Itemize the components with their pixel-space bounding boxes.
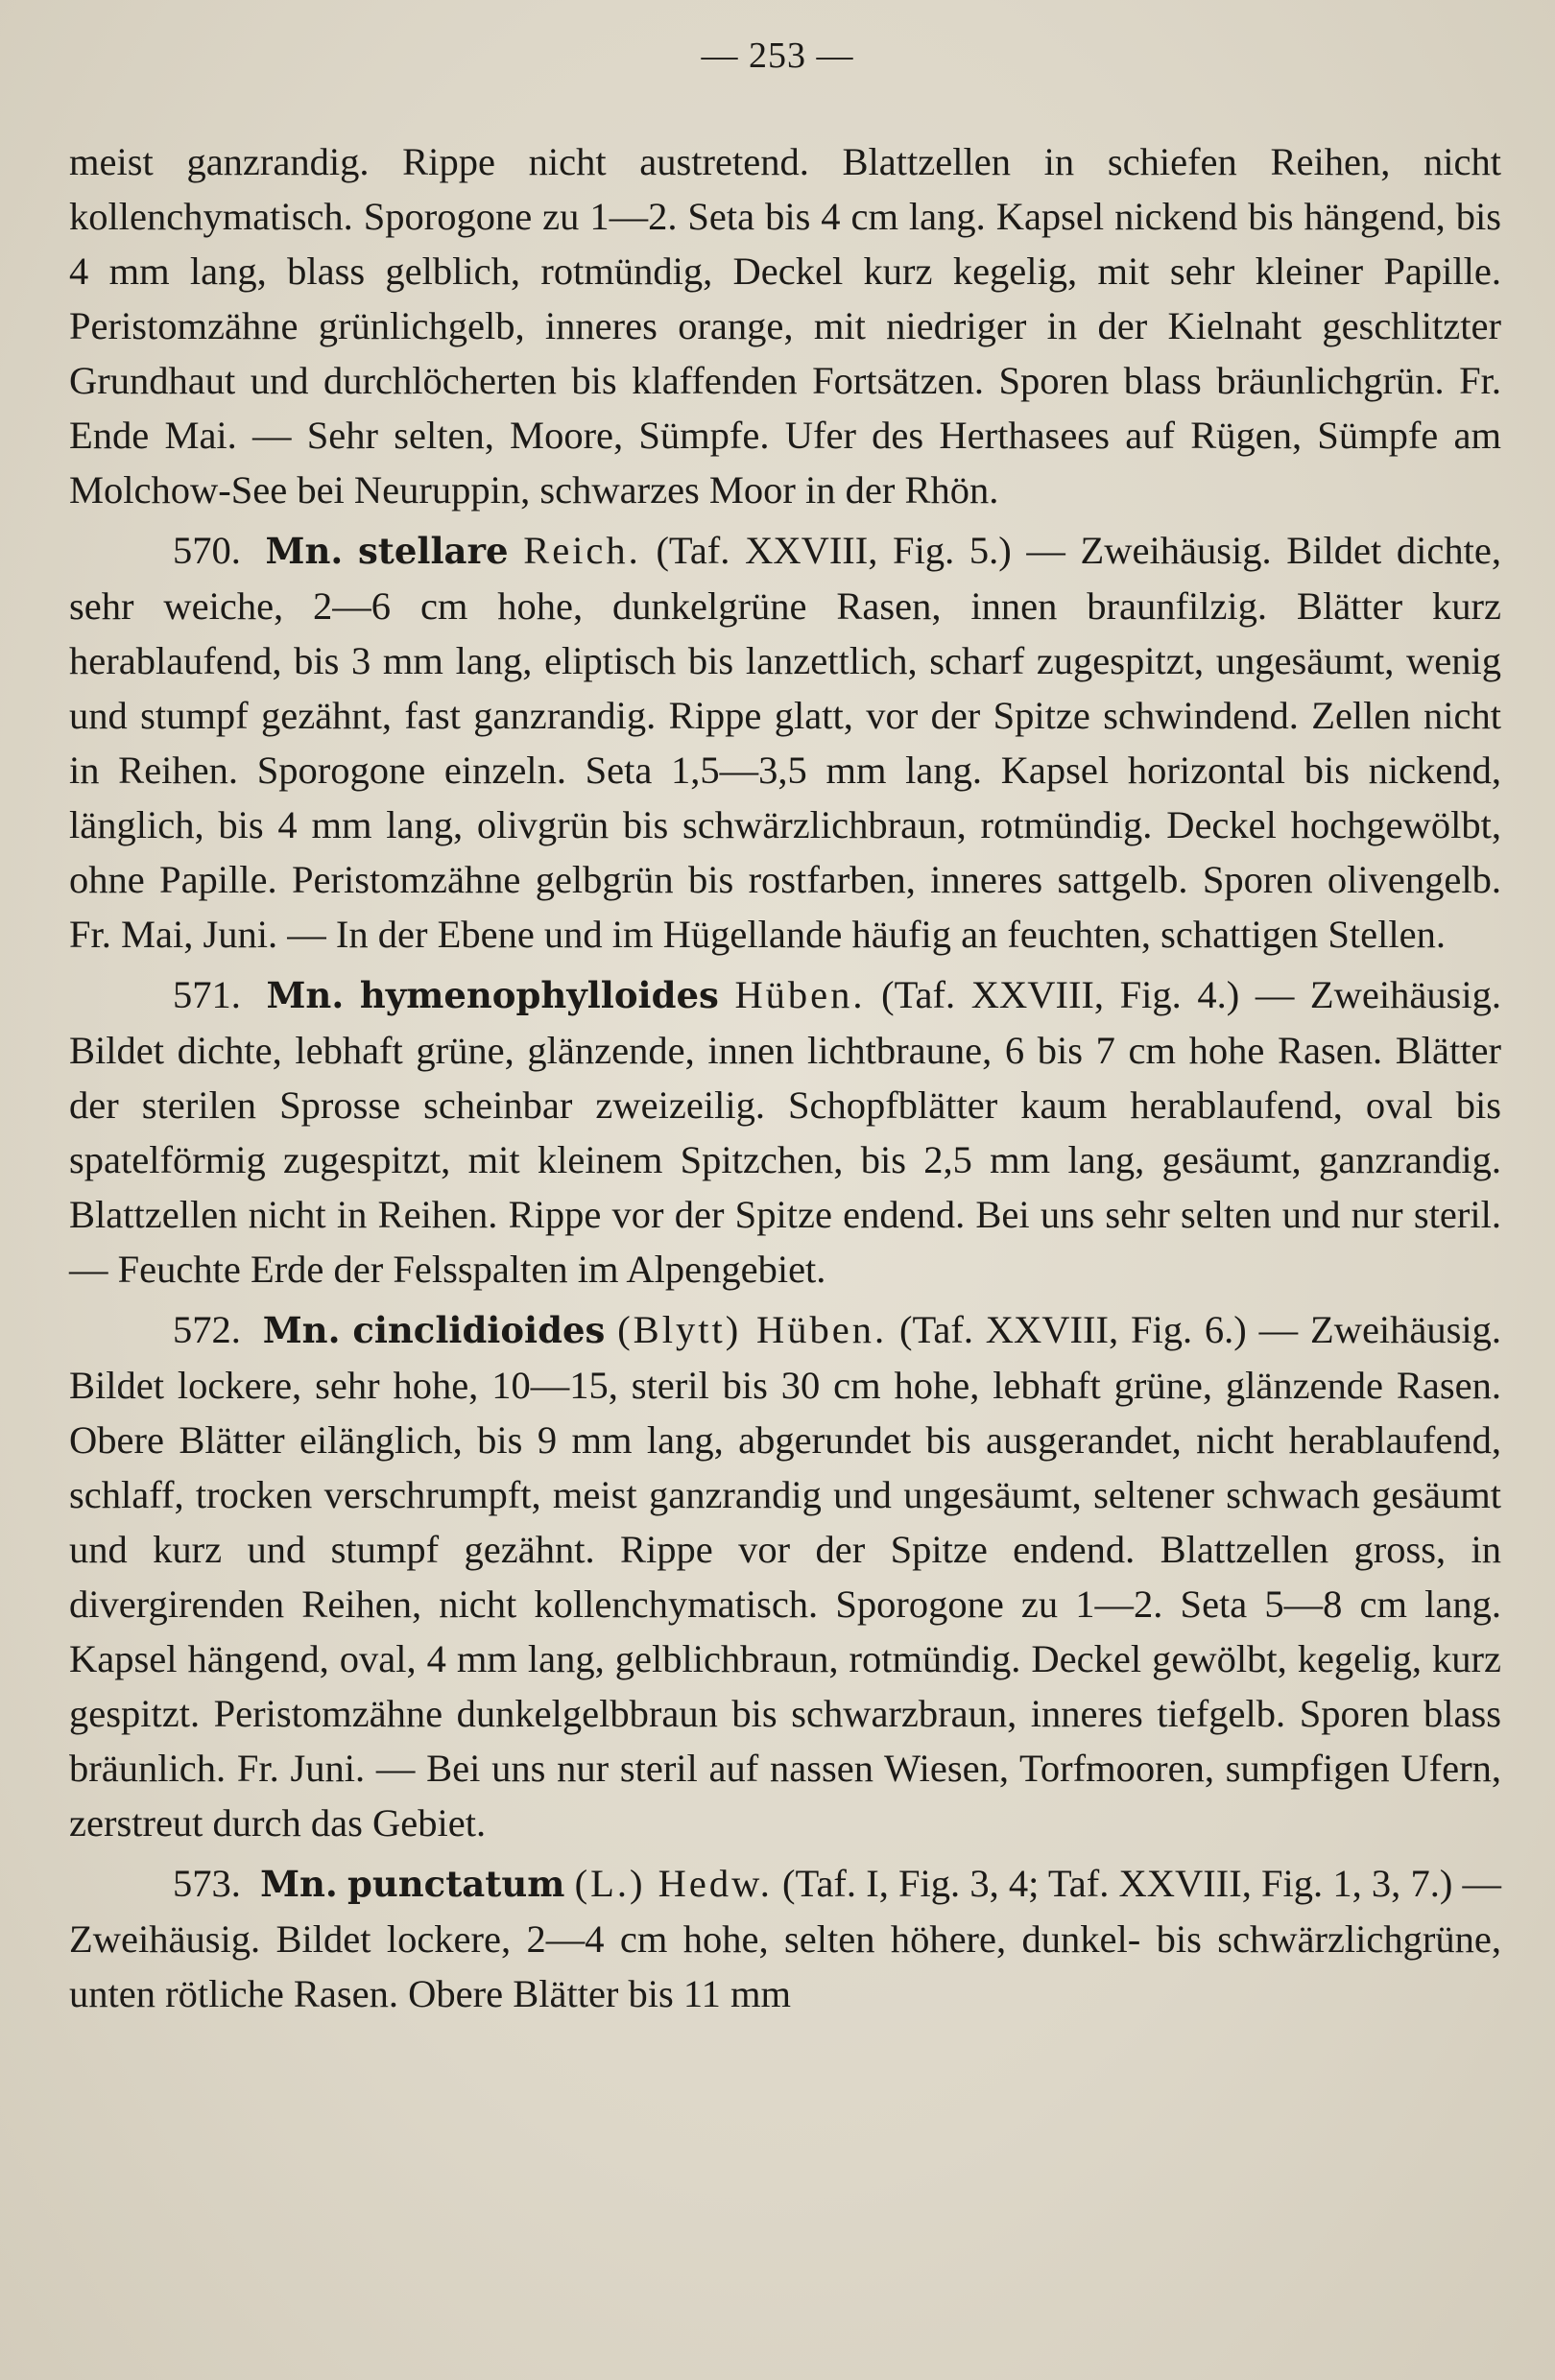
entry-number: 573. — [173, 1862, 241, 1905]
continued-paragraph: meist ganzrandig. Rippe nicht austretend. Blattzellen in schiefen Reihen, nicht kollenchymatisch. Sporogone zu 1—2. Seta bis 4 cm lang. Kapsel nickend bis hängend, bis 4 mm lang, blass gelblich, rotmündig, Deckel kurz kegelig, mit sehr kleiner Papille. Peristomzähne grünlichgelb, inneres orange, mit niedriger in der Kielnaht geschlitzter Grundhaut und durchlöcherten bis klaffenden Fortsätzen. Sporen blass bräunlichgrün. Fr. Ende Mai. — Sehr selten, Moore, Sümpfe. Ufer des Herthasees auf Rügen, Sümpfe am Molchow-See bei Neuruppin, schwarzes Moor in der Rhön. — [69, 140, 1501, 512]
species-entry-570 — [69, 523, 1501, 962]
text-column — [69, 134, 1501, 2027]
entry-number: 570. — [173, 529, 241, 572]
genus-abbrev: Mn. — [265, 530, 344, 572]
species-name: punctatum — [347, 1863, 565, 1905]
entry-description: (Taf. XXVIII, Fig. 4.) — Zweihäusig. Bildet dichte, lebhaft grüne, glänzende, innen lichtbraune, 6 bis 7 cm hohe Rasen. Blätter der sterilen Sprosse scheinbar zweizeilig. Schopfblätter kaum herablaufend, oval bis spatelförmig zugespitzt, mit kleinem Spitzchen, bis 2,5 mm lang, gesäumt, ganzrandig. Blattzellen nicht in Reihen. Rippe vor der Spitze endend. Bei uns sehr selten und nur steril. — Feuchte Erde der Felsspalten im Alpengebiet. — [69, 973, 1501, 1291]
entry-description: (Taf. XXVIII, Fig. 6.) — Zweihäusig. Bildet lockere, sehr hohe, 10—15, steril bis 30 cm hohe, lebhaft grüne, glänzende Rasen. Obere Blätter eilänglich, bis 9 mm lang, abgerundet bis ausgerandet, nicht herablaufend, schlaff, trocken verschrumpft, meist ganzrandig und ungesäumt, seltener schwach gesäumt und kurz und stumpf gezähnt. Rippe vor der Spitze endend. Blattzellen gross, in divergirenden Reihen, nicht kollenchymatisch. Sporogone zu 1—2. Seta 5—8 cm lang. Kapsel hängend, oval, 4 mm lang, gelblichbraun, rotmündig. Deckel gewölbt, kegelig, kurz gespitzt. Peristomzähne dunkelgelbbraun bis schwarzbraun, inneres tiefgelb. Sporen blass bräunlich. Fr. Juni. — Bei uns nur steril auf nassen Wiesen, Torfmooren, sumpfigen Ufern, zerstreut durch das Gebiet. — [69, 1308, 1502, 1844]
page-number: — 253 — — [701, 36, 854, 76]
entry-number: 572. — [173, 1308, 241, 1351]
species-entry-573 — [69, 1856, 1501, 2021]
author-name: (L.) Hedw. — [574, 1862, 773, 1905]
species-entry-571 — [69, 967, 1501, 1297]
entry-description: (Taf. I, Fig. 3, 4; Taf. XXVIII, Fig. 1, 3, 7.) — Zweihäusig. Bildet lockere, 2—4 cm hohe, selten höhere, dunkel- bis schwärzlichgrüne, unten rötliche Rasen. Obere Blätter bis 11 mm — [69, 1862, 1502, 2015]
genus-abbrev: Mn. — [266, 974, 345, 1016]
species-name: hymenophylloides — [359, 974, 719, 1016]
species-name: cinclidioides — [352, 1309, 606, 1351]
entry-number: 571. — [173, 973, 241, 1016]
species-name: stellare — [357, 530, 509, 572]
author-name: Hüben. — [734, 973, 866, 1016]
genus-abbrev: Mn. — [260, 1863, 338, 1905]
genus-abbrev: Mn. — [262, 1309, 341, 1351]
entry-description: (Taf. XXVIII, Fig. 5.) — Zweihäusig. Bildet dichte, sehr weiche, 2—6 cm hohe, dunkelgrüne Rasen, innen braunfilzig. Blätter kurz herablaufend, bis 3 mm lang, eliptisch bis lanzettlich, scharf zugespitzt, ungesäumt, wenig und stumpf gezähnt, fast ganzrandig. Rippe glatt, vor der Spitze schwindend. Zellen nicht in Reihen. Sporogone einzeln. Seta 1,5—3,5 mm lang. Kapsel horizontal bis nickend, länglich, bis 4 mm lang, olivgrün bis schwärzlichbraun, rotmündig. Deckel hochgewölbt, ohne Papille. Peristomzähne gelbgrün bis rostfarben, inneres sattgelb. Sporen olivengelb. Fr. Mai, Juni. — In der Ebene und im Hügellande häufig an feuchten, schattigen Stellen. — [69, 529, 1502, 956]
author-name: Reich. — [523, 529, 641, 572]
species-entry-572 — [69, 1302, 1501, 1850]
author-name: (Blytt) Hüben. — [617, 1308, 888, 1351]
